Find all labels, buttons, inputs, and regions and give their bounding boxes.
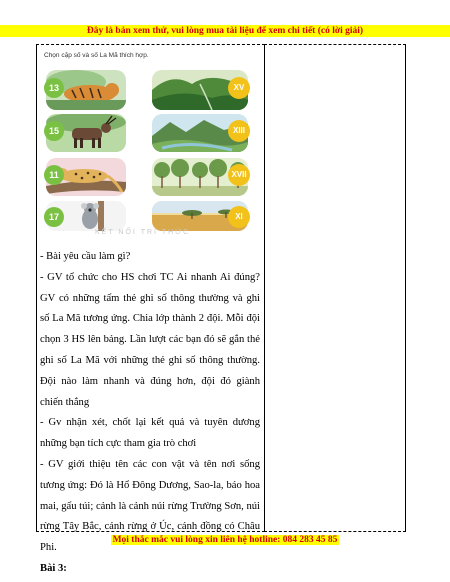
figure-title: Chọn cặp số và số La Mã thích hợp. — [44, 52, 149, 59]
number-badge-11: 11 — [44, 165, 64, 185]
exercise-heading: Bài 3: — [40, 562, 67, 574]
roman-badge-xi: XI — [228, 206, 250, 228]
lesson-text — [40, 247, 260, 580]
text-line-introduce: - GV giới thiệu tên các con vật và tên nơi sống tương ứng: Đó là Hổ Đông Dương, Sao-la, báo hoa mai, gấu túi; cảnh là cảnh núi rừng Trường Sơn, núi rừng Tây Bắc, cánh rừng ở Úc, cánh đồng có Châu Phi. — [40, 458, 260, 554]
roman-badge-xv: XV — [228, 77, 250, 99]
preview-notice-banner — [0, 25, 450, 37]
text-line-question: - Bài yêu cầu làm gì? — [40, 251, 131, 262]
text-line-review: - Gv nhận xét, chốt lại kết quả và tuyên dương những bạn tích cực tham gia trò chơi — [40, 417, 260, 450]
roman-badge-xiii: XIII — [228, 120, 250, 142]
hotline-banner — [0, 534, 450, 546]
publisher-watermark: KẾT NỐI TRI THỨC — [95, 229, 191, 236]
number-badge-13: 13 — [44, 78, 64, 98]
number-badge-15: 15 — [44, 121, 64, 141]
text-line-game: - GV tổ chức cho HS chơi TC Ai nhanh Ai đúng? GV có những tấm thẻ ghi số thông thường và ghi số La Mã tương ứng. Chia lớp thành 2 đội. Mỗi đội chọn 3 HS lên bảng. Lần lượt các bạn đó sẽ gắn thẻ ghi số La Mã với những thẻ ghi số thông thường. Đội nào làm nhanh và đúng hơn, đội đó giành chiến thắng — [40, 271, 260, 408]
number-badge-17: 17 — [44, 207, 64, 227]
roman-badge-xvii: XVII — [228, 164, 250, 186]
preview-notice-text: Đây là bản xem thử, vui lòng mua tài liệu để xem chi tiết (có lời giải) — [86, 26, 364, 36]
table-right-column — [264, 44, 406, 532]
hotline-text: Mọi thắc mắc vui lòng xin liên hệ hotline: 084 283 45 85 — [112, 535, 338, 545]
